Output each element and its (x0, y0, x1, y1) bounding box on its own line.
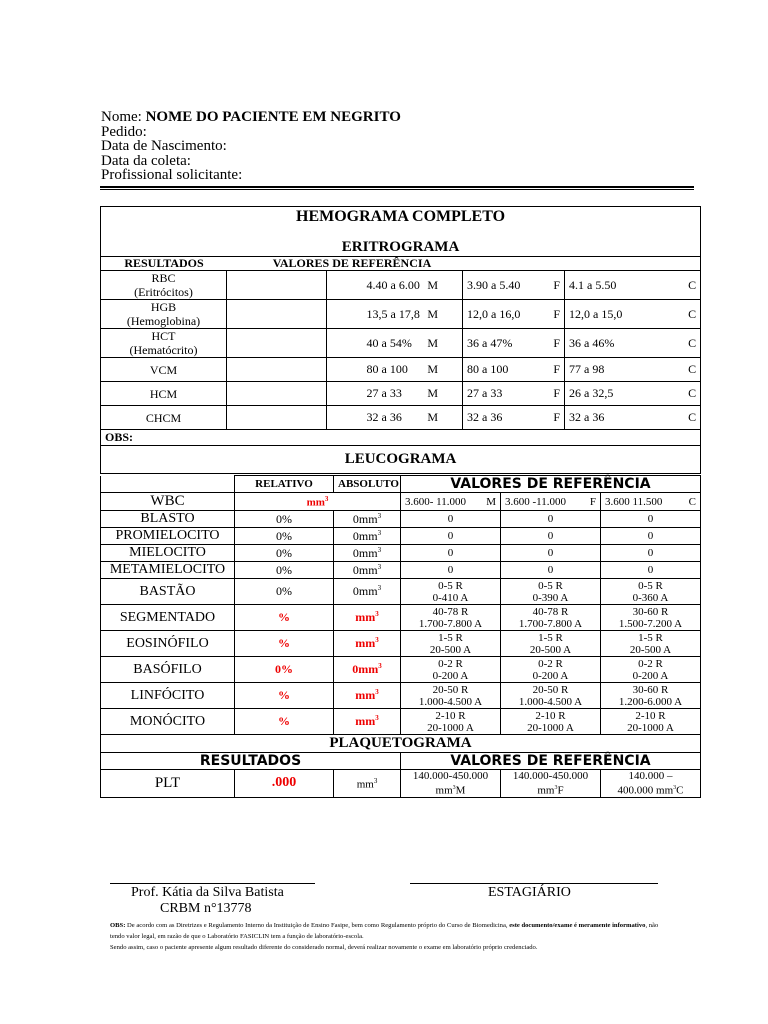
eritrograma-obs: OBS: (101, 430, 701, 446)
eri-result-cell (227, 358, 327, 382)
wbc-row: WBC $mm^3$ 3.600- 11.000 M 3.600 -11.000 F 3.600 11.500 C (101, 493, 701, 511)
plt-value: .000 (235, 770, 334, 798)
eri-ref-m: 32 a 36 (366, 410, 402, 424)
leucograma-rows (101, 511, 701, 735)
leuco-param: BLASTO (101, 511, 235, 528)
leucograma-row: PROMIELOCITO 0% $0mm^3$ 0 0 0 (101, 528, 701, 545)
eri-ref-c: 12,0 a 15,0 (569, 306, 623, 321)
leuco-param: LINFÓCITO (101, 683, 235, 709)
hemograma-table (100, 206, 701, 474)
leuco-absoluto: $mm^3$ (334, 709, 401, 735)
leucograma-row: MIELOCITO 0% $0mm^3$ 0 0 0 (101, 545, 701, 562)
eri-spacer (327, 300, 363, 329)
signature-line-estagiario (410, 883, 658, 884)
eritrograma-row: HGB (Hemoglobina) 13,5 a 17,8 M 12,0 a 16,0 F 12,0 a 15,0 C (101, 300, 701, 329)
prof-name: Prof. Kátia da Silva Batista (131, 885, 284, 900)
plt-col-valores: VALORES DE REFERÊNCIA (401, 753, 701, 770)
leuco-relativo: 0% (235, 511, 334, 528)
pedido-label: Pedido: (101, 123, 147, 140)
header-divider-thin (100, 189, 694, 190)
eritrograma-row: CHCM 32 a 36 M 32 a 36 F 32 a 36 C (101, 406, 701, 430)
leuco-absoluto: $0mm^3$ (334, 545, 401, 562)
leuco-absoluto: $mm^3$ (334, 631, 401, 657)
leucograma-row: EOSINÓFILO % $mm^3$ 1-5 R 20-500 A 1-5 R 20-500 A 1-5 R 20-500 A (101, 631, 701, 657)
leucograma-row: MONÓCITO % $mm^3$ 2-10 R 20-1000 A 2-10 R 20-1000 A 2-10 R 20-1000 A (101, 709, 701, 735)
eri-ref-m: 4.40 a 6.00 (366, 277, 420, 292)
col-absoluto: ABSOLUTO (334, 476, 401, 493)
eri-ref-c: 77 a 98 (569, 362, 605, 376)
eri-result-cell (227, 271, 327, 300)
leuco-param: METAMIELOCITO (101, 562, 235, 579)
eritrograma-row: RBC (Eritrócitos) 4.40 a 6.00 M 3.90 a 5.40 F 4.1 a 5.50 C (101, 271, 701, 300)
wbc-ref-f: 3.600 -11.000 (505, 495, 567, 508)
eri-spacer (327, 406, 363, 430)
leuco-relativo: 0% (235, 562, 334, 579)
plaquetograma-title: PLAQUETOGRAMA (101, 735, 701, 753)
leucograma-row: SEGMENTADO % $mm^3$ 40-78 R 1.700-7.800 A 40-78 R 1.700-7.800 A 30-60 R 1.500-7.200 A (101, 605, 701, 631)
eri-param: HGB (Hemoglobina) (101, 300, 227, 329)
eri-ref-f: 12,0 a 16,0 (467, 306, 521, 321)
nascimento-label: Data de Nascimento: (101, 138, 227, 155)
leuco-relativo: 0% (235, 657, 334, 683)
coleta-label: Data da coleta: (101, 152, 191, 169)
eri-ref-f: 32 a 36 (467, 410, 503, 424)
leuco-param: SEGMENTADO (101, 605, 235, 631)
crbm-number: CRBM n°13778 (160, 901, 252, 916)
leuco-absoluto: $0mm^3$ (334, 579, 401, 605)
eri-ref-c: 26 a 32,5 (569, 386, 614, 400)
leucograma-row: BASÓFILO 0% $0mm^3$ 0-2 R 0-200 A 0-2 R 0-200 A 0-2 R 0-200 A (101, 657, 701, 683)
col-resultados: RESULTADOS (124, 256, 204, 270)
leuco-relativo: 0% (235, 545, 334, 562)
eri-ref-c: 36 a 46% (569, 335, 615, 350)
footer-disclaimer: OBS: De acordo com as Diretrizes e Regulamento Interno da Instituição de Ensino Fasipe, bem como Regulamento próprio do Curso de Biomedicina, este documento/exame é meramente informativo, não tendo valor legal, em razão de que o Laboratório FASICLIN tem a função de laboratório-escola. Sendo assim, caso o paciente apresente algum resultado diferente do considerado normal, deverá realizar novamente o exame em laboratório próprio credenciado. (110, 922, 659, 951)
leucograma-table (100, 475, 701, 798)
eri-ref-c: 32 a 36 (569, 410, 605, 424)
leuco-param: PROMIELOCITO (101, 528, 235, 545)
leuco-relativo: 0% (235, 528, 334, 545)
eri-spacer (327, 329, 363, 358)
eri-result-cell (227, 382, 327, 406)
leucograma-row: BASTÃO 0% $0mm^3$ 0-5 R 0-410 A 0-5 R 0-390 A 0-5 R 0-360 A (101, 579, 701, 605)
leuco-relativo: 0% (235, 579, 334, 605)
eritrograma-row: HCT (Hematócrito) 40 a 54% M 36 a 47% F 36 a 46% C (101, 329, 701, 358)
main-title: HEMOGRAMA COMPLETO (296, 208, 506, 225)
plt-label: PLT (101, 770, 235, 798)
eritrograma-title: ERITROGRAMA (341, 239, 460, 255)
eri-ref-c: 4.1 a 5.50 (569, 277, 617, 292)
eri-ref-m: 13,5 a 17,8 (366, 306, 420, 321)
eri-result-cell (227, 329, 327, 358)
leuco-absoluto: $0mm^3$ (334, 657, 401, 683)
leuco-absoluto: $0mm^3$ (334, 511, 401, 528)
eri-spacer (327, 382, 363, 406)
plt-ref-f: 140.000-450.000 $mm^3F$ (501, 770, 601, 798)
leuco-param: MIELOCITO (101, 545, 235, 562)
nome-label: Nome: (101, 109, 142, 125)
eri-ref-m: 80 a 100 (366, 362, 408, 376)
eri-ref-m: 40 a 54% (366, 335, 412, 350)
eri-result-cell (227, 300, 327, 329)
plt-row (101, 770, 701, 798)
eri-param: HCT (Hematócrito) (101, 329, 227, 358)
eri-ref-m: 27 a 33 (366, 386, 402, 400)
eritrograma-row: HCM 27 a 33 M 27 a 33 F 26 a 32,5 C (101, 382, 701, 406)
leuco-param: BASTÃO (101, 579, 235, 605)
leucograma-title: LEUCOGRAMA (101, 446, 701, 474)
leucograma-row: LINFÓCITO % $mm^3$ 20-50 R 1.000-4.500 A 20-50 R 1.000-4.500 A 30-60 R 1.200-6.000 A (101, 683, 701, 709)
plt-ref-m: 140.000-450.000 $mm^3M$ (401, 770, 501, 798)
eri-param: CHCM (101, 406, 227, 430)
leuco-param: MONÓCITO (101, 709, 235, 735)
leuco-relativo: % (235, 683, 334, 709)
eri-param: RBC (Eritrócitos) (101, 271, 227, 300)
wbc-ref-c: 3.600 11.500 (605, 495, 663, 508)
eri-ref-f: 3.90 a 5.40 (467, 277, 521, 292)
leuco-param: EOSINÓFILO (101, 631, 235, 657)
leuco-absoluto: $mm^3$ (334, 683, 401, 709)
plt-ref-c: 140.000 – 400.000 $mm^3C$ (601, 770, 701, 798)
col-valores-ref: VALORES DE REFERÊNCIA (272, 256, 432, 270)
estagiario-label: ESTAGIÁRIO (488, 885, 571, 900)
patient-header (101, 110, 401, 183)
eritrograma-rows (101, 271, 701, 430)
leuco-relativo: % (235, 631, 334, 657)
leuco-absoluto: $mm^3$ (334, 605, 401, 631)
plt-col-resultados: RESULTADOS (101, 753, 401, 770)
eri-param: HCM (101, 382, 227, 406)
wbc-abs: $mm^3$ (235, 493, 401, 511)
leuco-absoluto: $0mm^3$ (334, 562, 401, 579)
eri-ref-f: 36 a 47% (467, 335, 513, 350)
plt-unit: $mm^3$ (334, 770, 401, 798)
eri-param: VCM (101, 358, 227, 382)
wbc-ref-m: 3.600- 11.000 (405, 495, 467, 508)
leuco-relativo: % (235, 605, 334, 631)
eri-ref-f: 80 a 100 (467, 362, 509, 376)
leuco-absoluto: $0mm^3$ (334, 528, 401, 545)
signature-line-prof (110, 883, 315, 884)
eri-spacer (327, 358, 363, 382)
nome-value: NOME DO PACIENTE EM NEGRITO (145, 109, 401, 125)
col-relativo: RELATIVO (235, 476, 334, 493)
header-divider-thick (100, 186, 694, 188)
leuco-param: BASÓFILO (101, 657, 235, 683)
eritrograma-row: VCM 80 a 100 M 80 a 100 F 77 a 98 C (101, 358, 701, 382)
eri-spacer (327, 271, 363, 300)
leucograma-row: METAMIELOCITO 0% $0mm^3$ 0 0 0 (101, 562, 701, 579)
wbc-label: WBC (101, 493, 235, 511)
eri-ref-f: 27 a 33 (467, 386, 503, 400)
profissional-label: Profissional solicitante: (101, 167, 243, 184)
col-valores-ref-leuco: VALORES DE REFERÊNCIA (401, 476, 701, 493)
leucograma-row: BLASTO 0% $0mm^3$ 0 0 0 (101, 511, 701, 528)
eri-result-cell (227, 406, 327, 430)
leuco-relativo: % (235, 709, 334, 735)
